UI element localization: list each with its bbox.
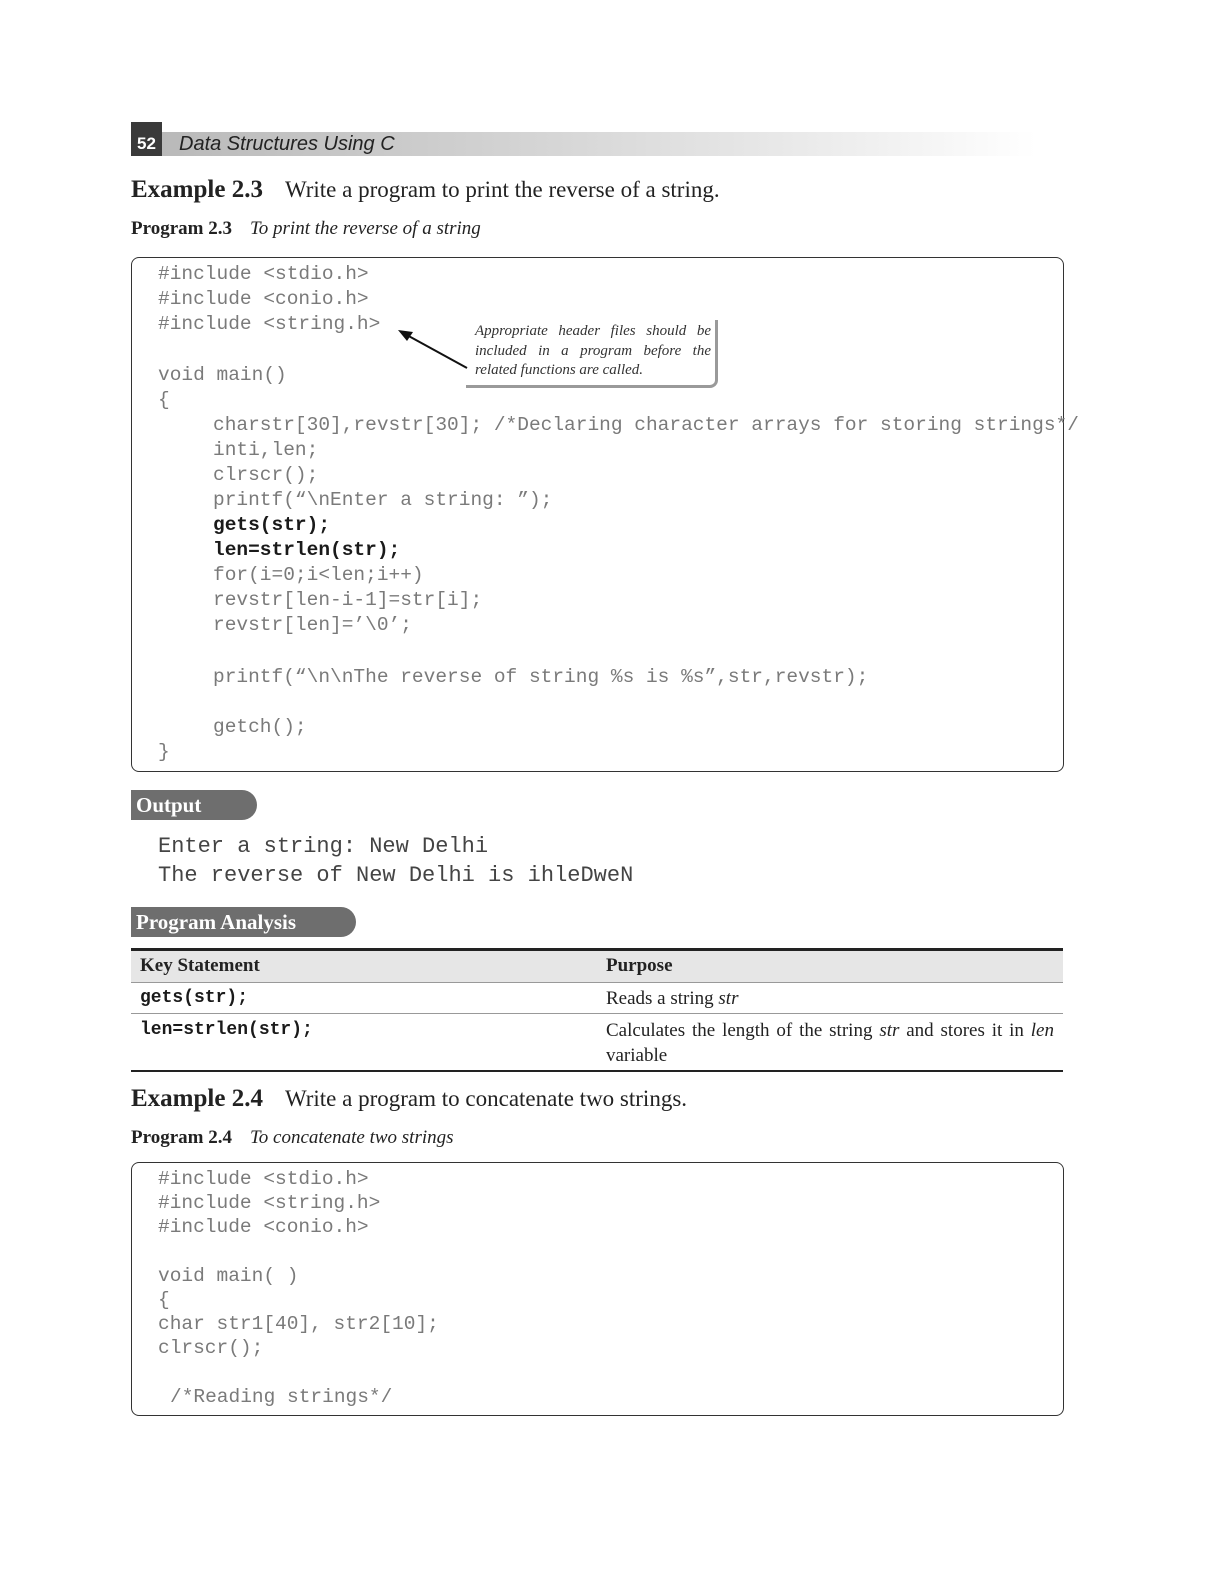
code-line: printf(“\n\nThe reverse of string %s is %s”,str,revstr); xyxy=(213,666,869,688)
example-label: Example 2.4 xyxy=(131,1085,263,1112)
callout-note xyxy=(466,320,718,388)
table-header-row xyxy=(131,951,1063,983)
table-cell-key: gets(str); xyxy=(140,988,249,1008)
callout-arrow-icon xyxy=(395,326,475,372)
code-line: printf(“\nEnter a string: ”); xyxy=(213,489,553,511)
code-line: charstr[30],revstr[30]; /*Declaring character arrays for storing strings*/ xyxy=(213,414,1079,436)
code-line: getch(); xyxy=(213,716,307,738)
code-line: #include <conio.h> xyxy=(158,1216,369,1238)
code-line: revstr[len-i-1]=str[i]; xyxy=(213,589,483,611)
code-line: { xyxy=(158,389,170,411)
code-line: { xyxy=(158,1289,170,1311)
code-line: #include <stdio.h> xyxy=(158,263,369,285)
table-cell-purpose: Calculates the length of the string str and stores it in len variable xyxy=(606,1020,1054,1066)
code-line-highlight: gets(str); xyxy=(213,514,331,536)
program-heading xyxy=(131,218,481,240)
output-tab: Output xyxy=(131,790,257,820)
code-line: /*Reading strings*/ xyxy=(170,1386,393,1408)
code-line: } xyxy=(158,741,170,763)
code-line: #include <stdio.h> xyxy=(158,1168,369,1190)
example-heading xyxy=(131,176,720,204)
code-line: void main() xyxy=(158,364,287,386)
example-heading xyxy=(131,1085,687,1113)
column-header-purpose: Purpose xyxy=(606,955,673,976)
code-line: char str1[40], str2[10]; xyxy=(158,1313,439,1335)
table-rule xyxy=(131,982,1063,983)
code-line: #include <conio.h> xyxy=(158,288,369,310)
code-line: clrscr(); xyxy=(213,464,319,486)
table-cell-key: len=strlen(str); xyxy=(140,1020,313,1040)
code-line: for(i=0;i<len;i++) xyxy=(213,564,424,586)
code-line-highlight: len=strlen(str); xyxy=(213,539,401,561)
example-label: Example 2.3 xyxy=(131,176,263,203)
program-label: Program 2.4 xyxy=(131,1127,232,1148)
code-line: inti,len; xyxy=(213,439,319,461)
running-header xyxy=(131,122,1036,156)
table-rule xyxy=(131,1070,1063,1072)
table-cell-purpose: Reads a string str xyxy=(606,988,739,1009)
example-text: Write a program to print the reverse of a string. xyxy=(284,177,720,202)
book-title: Data Structures Using C xyxy=(179,133,395,155)
program-label: Program 2.3 xyxy=(131,218,232,239)
code-line: revstr[len]=’\0’; xyxy=(213,614,412,636)
table-rule xyxy=(131,1013,1063,1014)
program-caption: To concatenate two strings xyxy=(249,1127,454,1148)
program-caption: To print the reverse of a string xyxy=(249,218,481,239)
callout-text: Appropriate header files should be included in a program before the related functions are called. xyxy=(475,323,711,378)
page-number: 52 xyxy=(131,122,162,156)
output-line: Enter a string: New Delhi xyxy=(158,834,489,859)
code-line: void main( ) xyxy=(158,1265,299,1287)
example-text: Write a program to concatenate two strings. xyxy=(284,1086,688,1111)
output-line: The reverse of New Delhi is ihleDweN xyxy=(158,863,634,888)
analysis-tab: Program Analysis xyxy=(131,907,356,937)
code-line: #include <string.h> xyxy=(158,313,381,335)
code-line: clrscr(); xyxy=(158,1337,264,1359)
program-heading xyxy=(131,1127,454,1149)
code-line: #include <string.h> xyxy=(158,1192,381,1214)
column-header-key: Key Statement xyxy=(140,955,260,976)
